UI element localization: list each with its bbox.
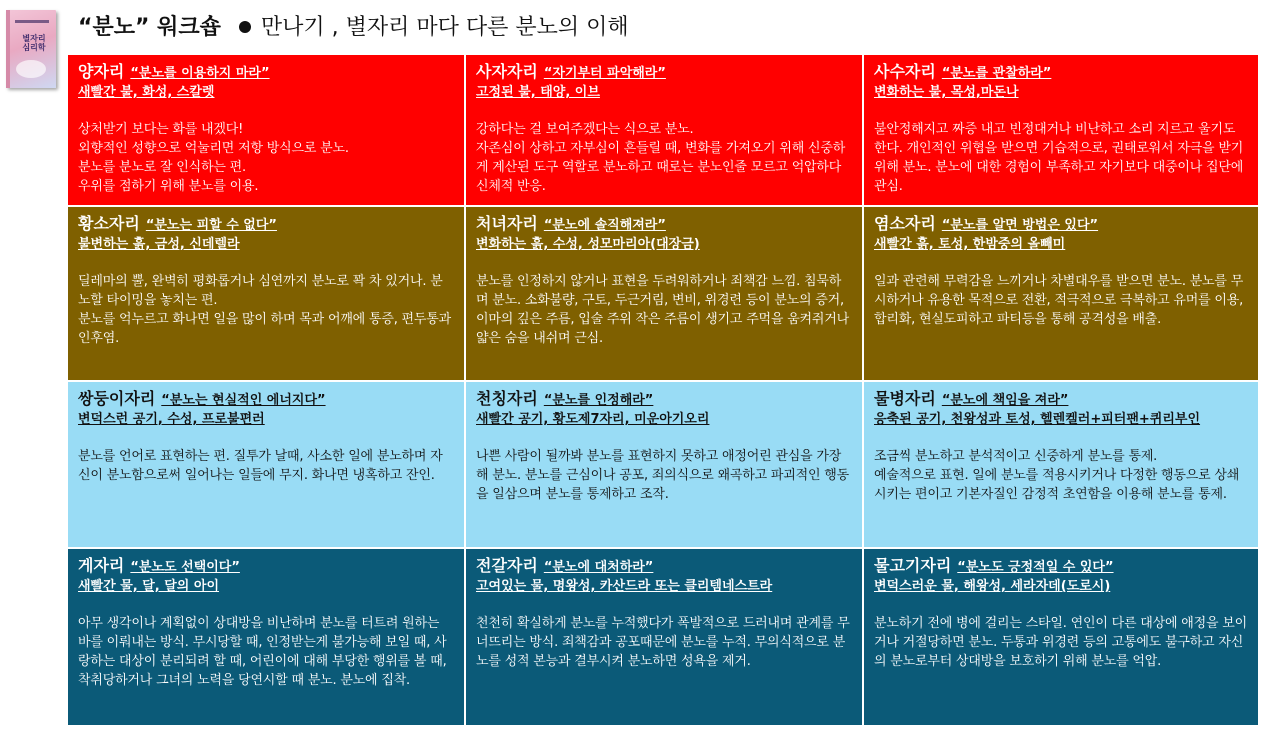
sign-name: 게자리	[78, 556, 125, 575]
cell-capricorn	[864, 207, 1260, 382]
sign-subtitle: 새빨간 물, 달, 달의 아이	[78, 579, 220, 594]
sign-name: 사자자리	[476, 62, 538, 81]
sign-name: 물고기자리	[874, 556, 952, 575]
cell-cancer	[68, 549, 466, 727]
sign-name: 사수자리	[874, 62, 936, 81]
sign-quote: “분노는 피할 수 없다”	[145, 218, 277, 233]
cell-pisces	[864, 549, 1260, 727]
cell-sagittarius	[864, 55, 1260, 207]
sign-subtitle: 불변하는 흙, 금성, 신데렐라	[78, 237, 240, 252]
cell-aries	[68, 55, 466, 207]
sign-subtitle: 고정된 불, 태양, 이브	[476, 85, 600, 100]
sign-description: 분노하기 전에 병에 걸리는 스타일. 연인이 다른 대상에 애정을 보이거나 거절당하면 분노. 두통과 위경련 등의 고통에도 불구하고 자신의 분노로부터 상대방을 보호하기 위해 분노를 억압.	[874, 616, 1247, 669]
book-spine	[6, 10, 10, 88]
sign-description: 천천히 확실하게 분노를 누적했다가 폭발적으로 드러내며 관계를 무너뜨리는 방식. 죄책감과 공포때문에 분노를 누적. 무의식적으로 분노를 성적 본능과 결부시켜 분노하면 성욕을 제거.	[476, 616, 850, 669]
sign-name: 양자리	[78, 62, 125, 81]
sign-description: 강하다는 걸 보여주겠다는 식으로 분노. 자존심이 상하고 자부심이 흔들릴 때, 변화를 가져오기 위해 신중하게 계산된 도구 역할로 분노하고 때로는 분노인줄 모르고 억압하다 신체적 반응.	[476, 122, 846, 194]
sign-quote: “분노를 알면 방법은 있다”	[941, 218, 1099, 233]
sign-quote: “분노는 현실적인 에너지다”	[161, 393, 326, 408]
sign-quote: “분노도 긍정적일 수 있다”	[957, 560, 1114, 575]
book-cover-illustration	[16, 60, 46, 78]
sign-name: 황소자리	[78, 214, 140, 233]
page-title	[78, 12, 629, 44]
sign-quote: “분노에 솔직해져라”	[543, 218, 666, 233]
book-cover-image	[6, 10, 56, 88]
bullet-icon	[239, 21, 251, 33]
sign-quote: “분노에 대처하라”	[543, 560, 654, 575]
cell-libra	[466, 382, 864, 549]
sign-name: 전갈자리	[476, 556, 538, 575]
sign-subtitle: 새빨간 불, 화성, 스칼렛	[78, 85, 215, 100]
sign-subtitle: 변덕스런 공기, 수성, 프로불편러	[78, 412, 265, 427]
title-main: “분노” 워크숍	[78, 15, 221, 40]
cell-leo	[466, 55, 864, 207]
sign-description: 분노를 언어로 표현하는 편. 질투가 날때, 사소한 일에 분노하며 자신이 분노함으로써 일어나는 일들에 무지. 화나면 냉혹하고 잔인.	[78, 449, 443, 483]
sign-description: 딜레마의 뿔, 완벽히 평화롭거나 심연까지 분노로 꽉 차 있거나. 분노할 타이밍을 놓치는 편. 분노를 억누르고 화나면 일을 많이 하며 목과 어깨에 통증, 편두통과 인후염.	[78, 274, 451, 346]
book-cover-band	[15, 20, 49, 23]
cell-gemini	[68, 382, 466, 549]
sign-quote: “분노를 관찰하라”	[941, 66, 1052, 81]
sign-description: 아무 생각이나 계획없이 상대방을 비난하며 분노를 터트려 원하는 바를 이뤄내는 방식. 무시당할 때, 인정받는게 불가능해 보일 때, 사랑하는 대상이 분리되려 할 때, 어린이에 대해 부당한 행위를 볼 때, 착취당하거나 그녀의 노력을 당연시할 때 분노. 분노에 집착.	[78, 616, 447, 688]
book-cover-title: 별자리 심리학	[22, 34, 46, 52]
sign-description: 일과 관련해 무력감을 느끼거나 차별대우를 받으면 분노. 분노를 무시하거나 유용한 목적으로 전환, 적극적으로 극복하고 유머를 이용, 합리화, 현실도피하고 파티등을 통해 공격성을 배출.	[874, 274, 1244, 327]
sign-name: 천칭자리	[476, 389, 538, 408]
sign-name: 쌍둥이자리	[78, 389, 156, 408]
sign-description: 분노를 인정하지 않거나 표현을 두려워하거나 죄책감 느낌. 침묵하며 분노. 소화불량, 구토, 두근거림, 변비, 위경련 등이 분노의 증거, 이마의 깊은 주름, 입술 주위 작은 주름이 생기고 주먹을 움켜쥐거나 얇은 숨을 내쉬며 근심.	[476, 274, 849, 346]
sign-quote: “분노에 책임을 져라”	[941, 393, 1069, 408]
sign-quote: “분노를 인정해라”	[543, 393, 654, 408]
sign-subtitle: 고여있는 물, 명왕성, 카산드라 또는 클리템네스트라	[476, 579, 773, 594]
sign-quote: “분노를 이용하지 마라”	[130, 66, 270, 81]
cell-scorpio	[466, 549, 864, 727]
sign-subtitle: 변덕스러운 물, 해왕성, 세라자데(도로시)	[874, 579, 1111, 594]
cell-aquarius	[864, 382, 1260, 549]
sign-subtitle: 변화하는 불, 목성,마돈나	[874, 85, 1019, 100]
sign-name: 물병자리	[874, 389, 936, 408]
sign-subtitle: 응축된 공기, 천왕성과 토성, 헬렌켈러+피터팬+퀴리부인	[874, 412, 1201, 427]
sign-description: 상처받기 보다는 화를 내겠다! 외향적인 성향으로 억눌리면 저항 방식으로 분노. 분노를 분노로 잘 인식하는 편. 우위를 점하기 위해 분노를 이용.	[78, 122, 349, 194]
cell-virgo	[466, 207, 864, 382]
sign-description: 불안정해지고 짜증 내고 빈정대거나 비난하고 소리 지르고 울기도 한다. 개인적인 위협을 받으면 기습적으로, 권태로워서 자극을 받기 위해 분노. 분노에 대한 경험이 부족하고 자기보다 대중이나 집단에 관심.	[874, 122, 1244, 194]
sign-description: 나쁜 사람이 될까봐 분노를 표현하지 못하고 애정어린 관심을 가장해 분노. 분노를 근심이나 공포, 죄의식으로 왜곡하고 파괴적인 행동을 일삼으며 분노를 통제하고 조작.	[476, 449, 849, 502]
zodiac-anger-grid	[68, 55, 1260, 727]
title-subtitle: 만나기 , 별자리 마다 다른 분노의 이해	[260, 15, 629, 40]
sign-description: 조금씩 분노하고 분석적이고 신중하게 분노를 통제. 예술적으로 표현. 일에 분노를 적용시키거나 다정한 행동으로 상쇄시키는 편이고 기본자질인 감정적 초연함을 이용해 분노를 통제.	[874, 449, 1240, 502]
sign-name: 처녀자리	[476, 214, 538, 233]
sign-subtitle: 변화하는 흙, 수성, 성모마리아(대장금)	[476, 237, 700, 252]
sign-subtitle: 새빨간 공기, 황도제7자리, 미운아기오리	[476, 412, 710, 427]
sign-quote: “분노도 선택이다”	[130, 560, 240, 575]
sign-quote: “자기부터 파악해라”	[543, 66, 666, 81]
cell-taurus	[68, 207, 466, 382]
sign-name: 염소자리	[874, 214, 936, 233]
sign-subtitle: 새빨간 흙, 토성, 한밤중의 올빼미	[874, 237, 1066, 252]
